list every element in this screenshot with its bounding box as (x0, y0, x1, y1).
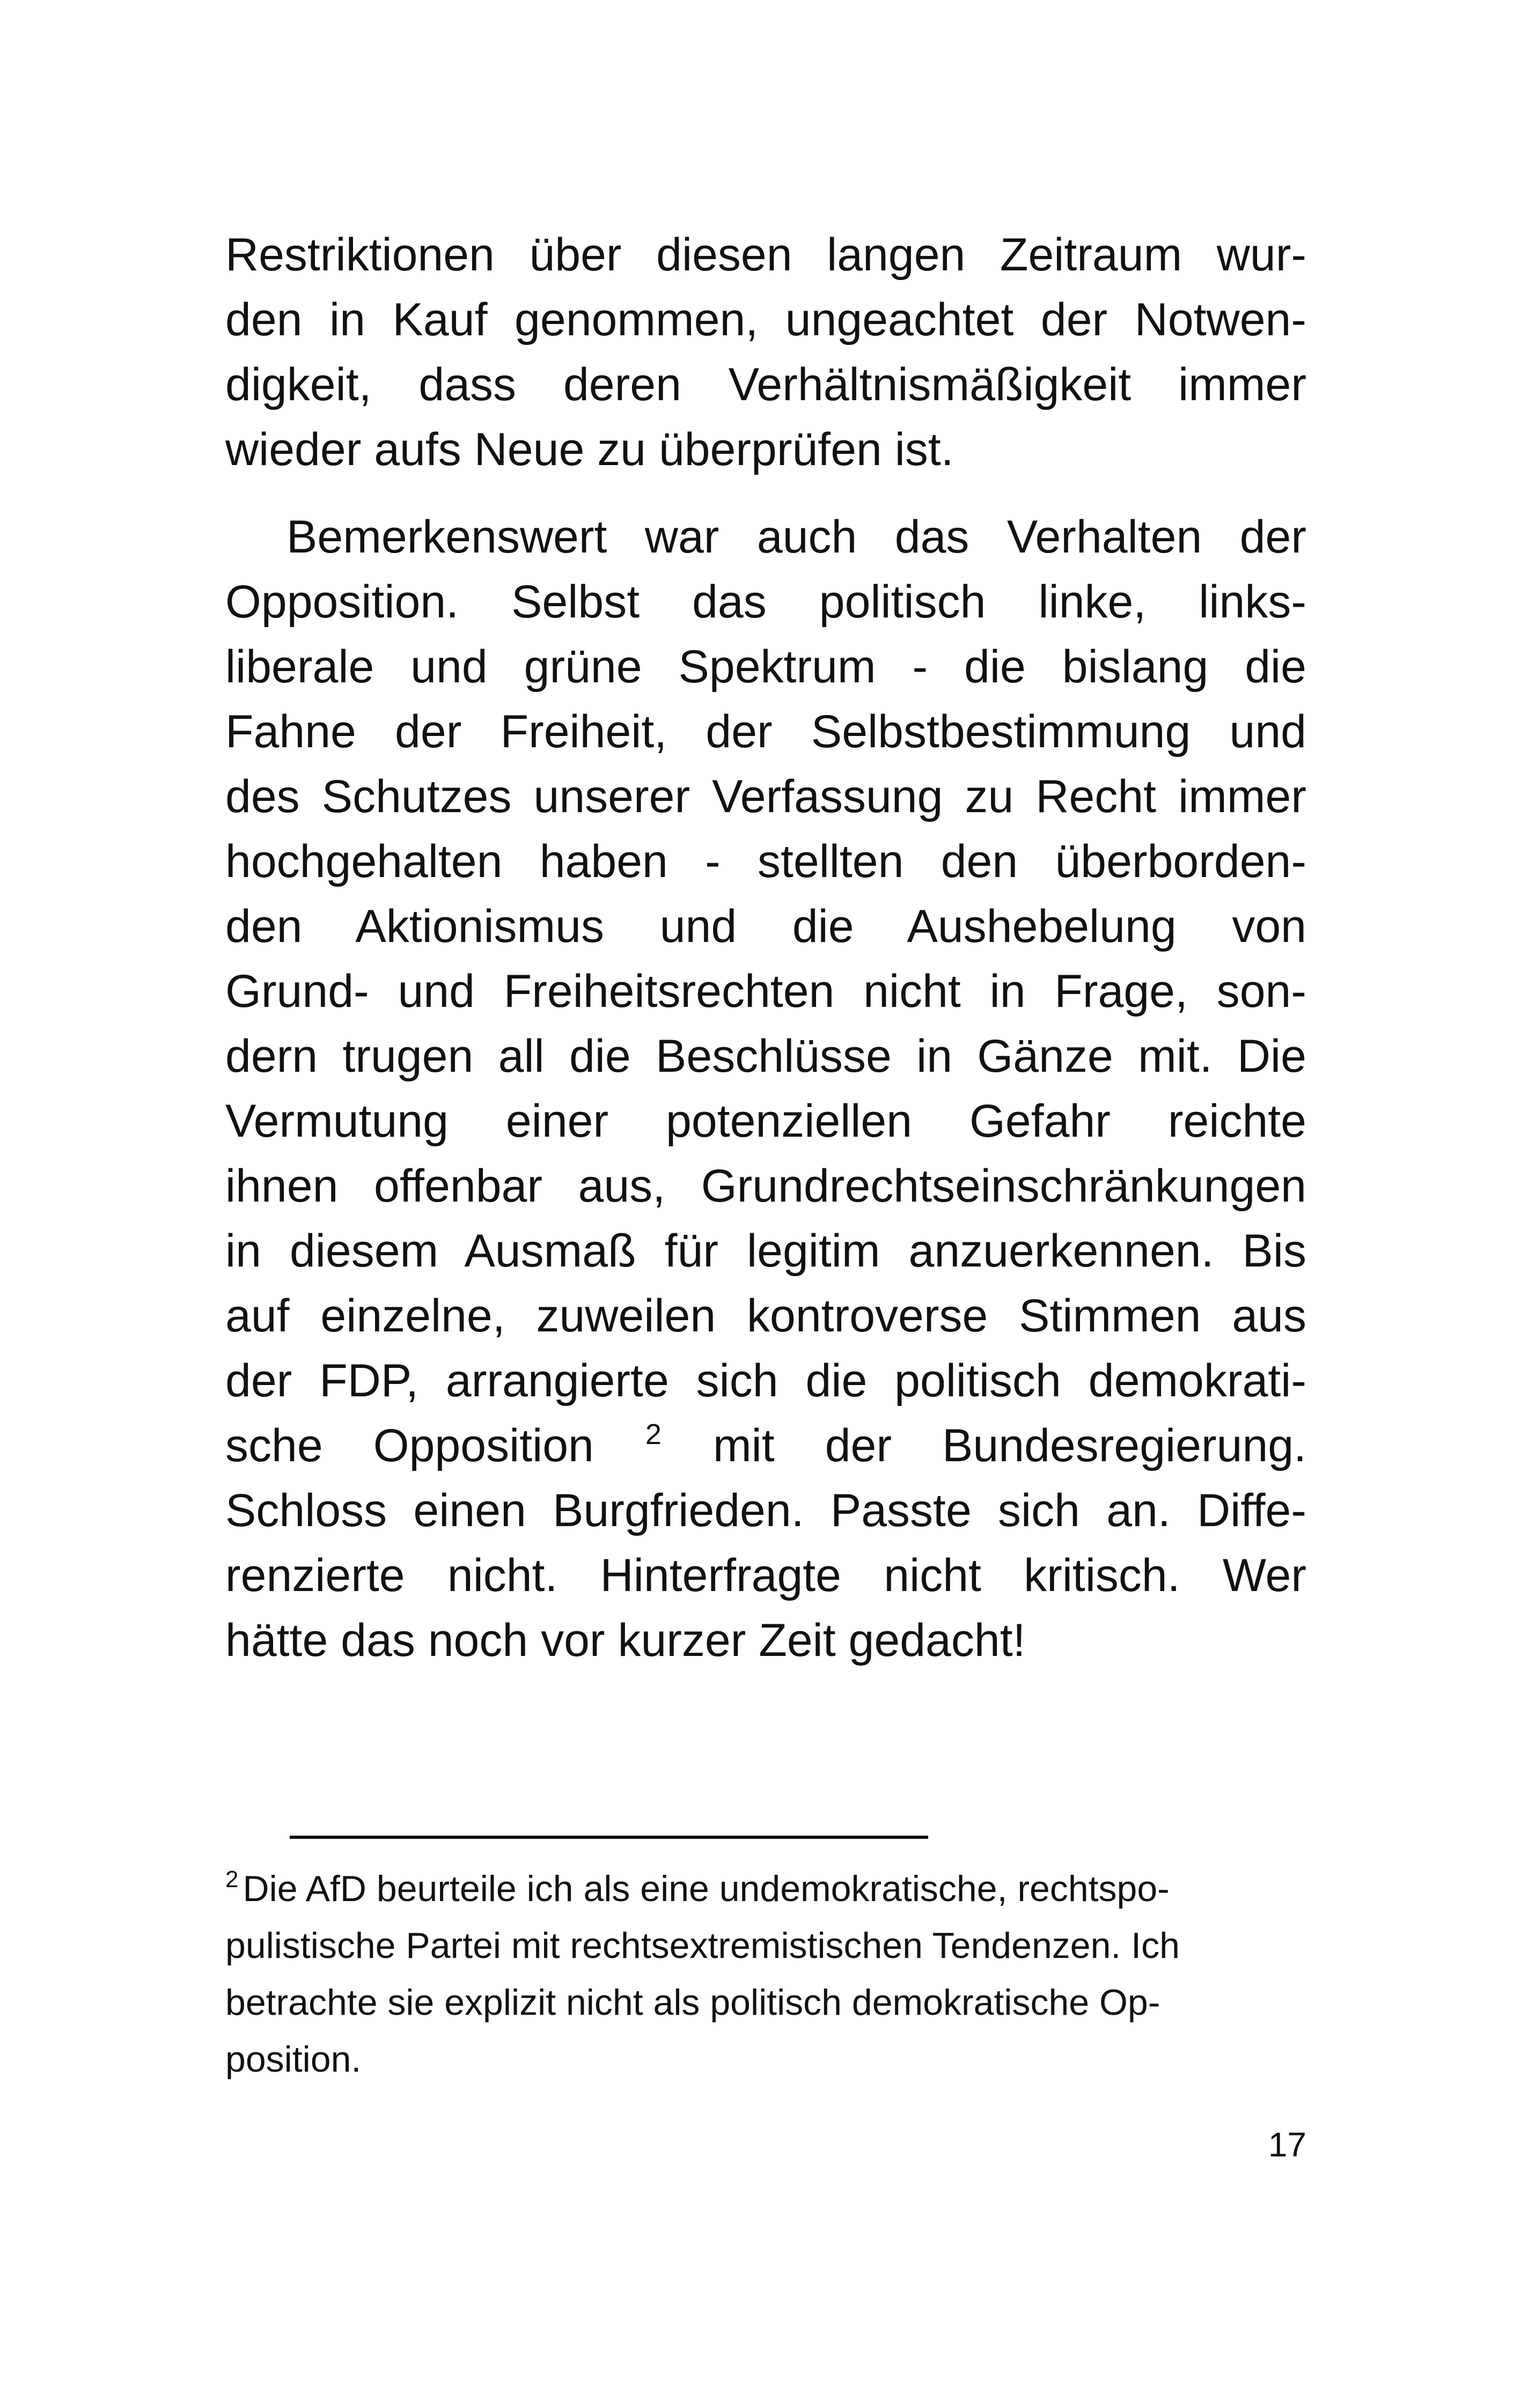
text-line: Restriktionen über diesen langen Zeitraum wur- (225, 229, 1306, 281)
footnote-line: betrachte sie explizit nicht als politisch demokratische Op- (225, 1982, 1160, 2023)
text-line: Bemerkenswert war auch das Verhalten der (286, 511, 1306, 563)
text-line: dern trugen all die Beschlüsse in Gänze mit. Die (225, 1030, 1306, 1082)
text-line-with-footnote-ref (225, 1413, 1306, 1478)
paragraph-2 (225, 505, 1306, 1673)
footnote-line: pulistische Partei mit rechtsextremistischen Tendenzen. Ich (225, 1925, 1180, 1966)
footnote-text: Die AfD beurteile ich als eine undemokratische, rechtspo- (243, 1868, 1170, 1909)
ref-line-before: sche Opposition (225, 1420, 594, 1471)
text-line: digkeit, dass deren Verhältnismäßigkeit immer (225, 359, 1306, 410)
footnote-line (225, 1860, 1306, 1917)
footnote-marker: 2 (225, 1866, 239, 1892)
text-line: ihnen offenbar aus, Grundrechtseinschränkungen (225, 1160, 1306, 1212)
footnote-reference[interactable]: 2 (645, 1418, 662, 1450)
text-line: Schloss einen Burgfrieden. Passte sich an. Diffe- (225, 1485, 1306, 1536)
page-number: 17 (1268, 2125, 1306, 2164)
page-body (225, 223, 1306, 1673)
ref-line-after: mit der Bundesregierung. (713, 1420, 1306, 1471)
footnote-separator (290, 1836, 928, 1839)
text-line: in diesem Ausmaß für legitim anzuerkennen. Bis (225, 1225, 1306, 1277)
text-line: liberale und grüne Spektrum - die bislang die (225, 641, 1306, 693)
text-line: den in Kauf genommen, ungeachtet der Notwen- (225, 294, 1306, 345)
text-line: auf einzelne, zuweilen kontroverse Stimmen aus (225, 1290, 1306, 1342)
text-line: Fahne der Freiheit, der Selbstbestimmung und (225, 706, 1306, 757)
footnote-line: position. (225, 2039, 362, 2080)
text-line: wieder aufs Neue zu überprüfen ist. (225, 424, 954, 475)
text-line: Grund- und Freiheitsrechten nicht in Frage, son- (225, 966, 1306, 1017)
text-line: der FDP, arrangierte sich die politisch demokrati- (225, 1355, 1306, 1406)
paragraph-1 (225, 223, 1306, 482)
text-line: renzierte nicht. Hinterfragte nicht kritisch. Wer (225, 1550, 1306, 1601)
text-line: des Schutzes unserer Verfassung zu Recht immer (225, 771, 1306, 822)
footnote (225, 1860, 1306, 2088)
text-line: Vermutung einer potenziellen Gefahr reichte (225, 1095, 1306, 1147)
text-line: Opposition. Selbst das politisch linke, links- (225, 576, 1306, 628)
text-line: den Aktionismus und die Aushebelung von (225, 901, 1306, 952)
text-line: hätte das noch vor kurzer Zeit gedacht! (225, 1615, 1026, 1666)
text-line: hochgehalten haben - stellten den überborden- (225, 836, 1306, 887)
